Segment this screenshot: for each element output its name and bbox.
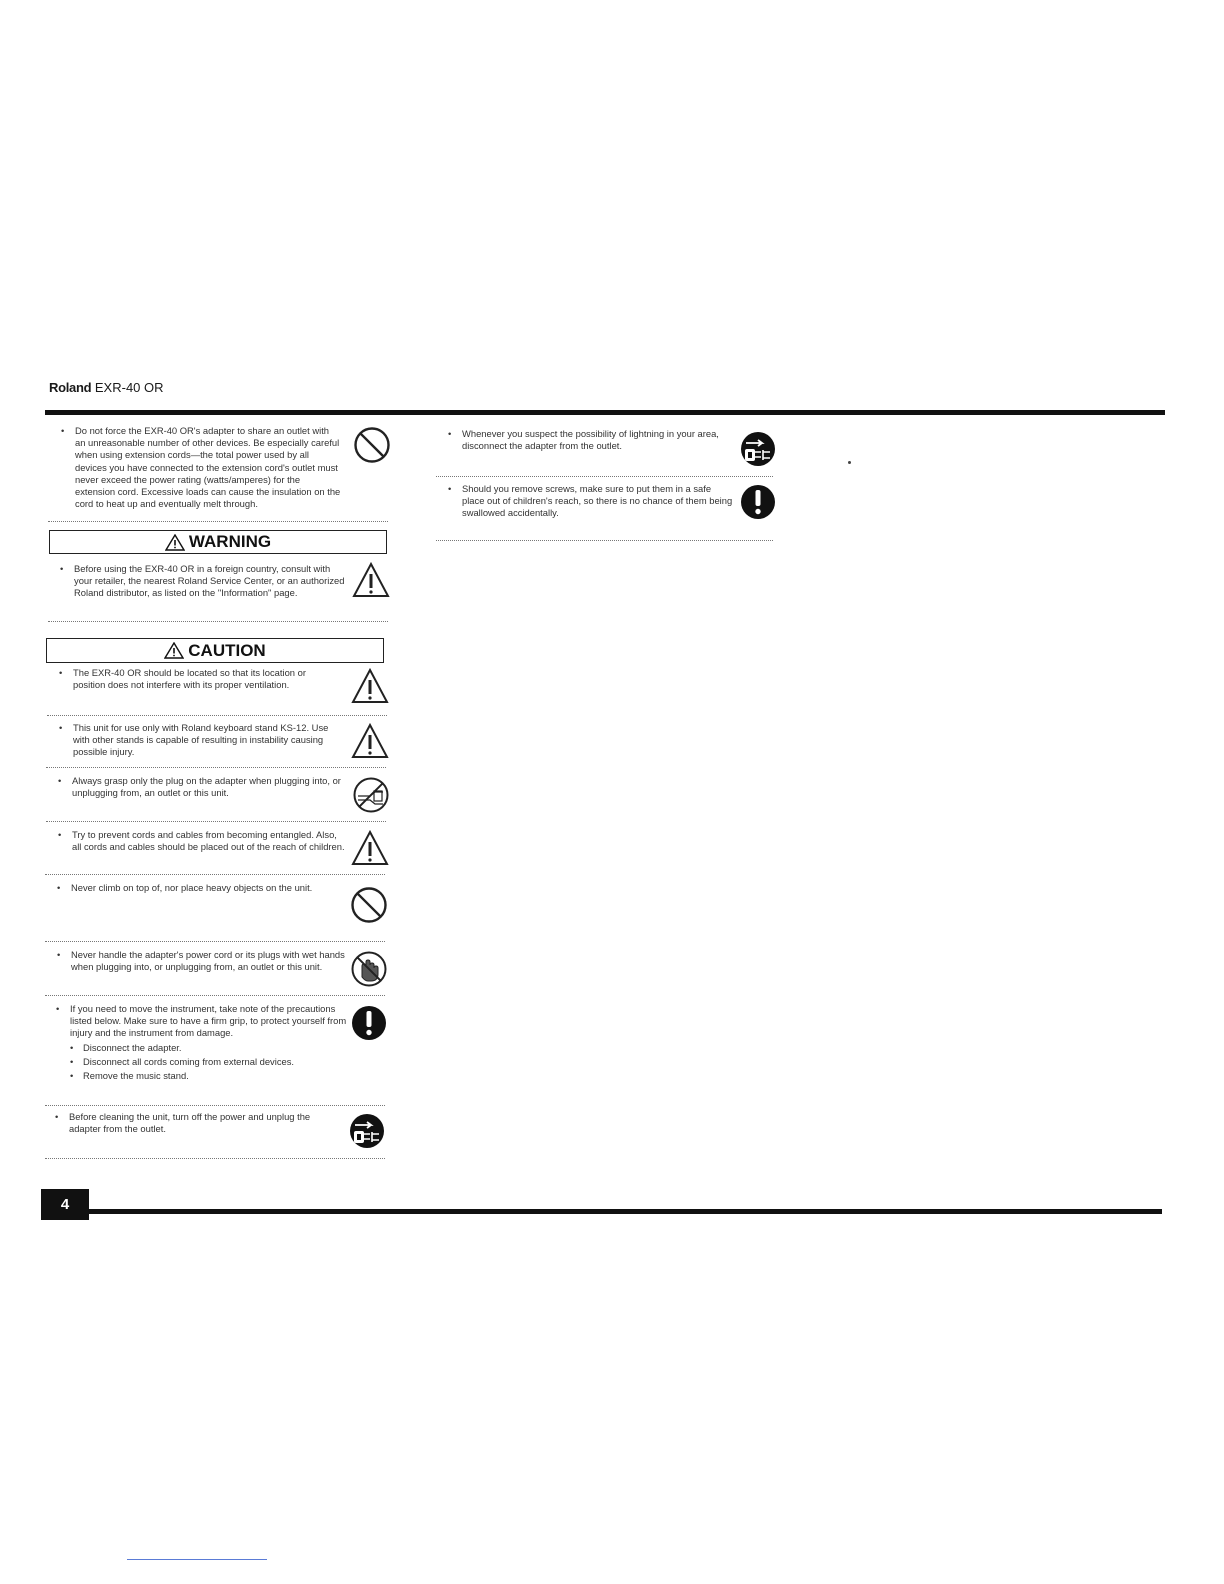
warning-triangle-icon bbox=[165, 534, 185, 551]
unplug-icon bbox=[740, 431, 776, 467]
divider bbox=[46, 767, 386, 768]
speck bbox=[848, 461, 851, 464]
sub-list-item: • Disconnect all cords coming from external devices. bbox=[70, 1055, 295, 1067]
caution-heading bbox=[46, 638, 384, 663]
sub-list-item: • Remove the music stand. bbox=[70, 1070, 189, 1082]
no-plug-pull-icon bbox=[352, 776, 390, 814]
warning-label: WARNING bbox=[188, 532, 272, 551]
divider bbox=[436, 540, 773, 541]
sub-list-item: • Disconnect the adapter. bbox=[70, 1041, 182, 1053]
item-text: Before using the EXR-40 OR in a foreign country, consult with your retailer, the nearest Roland Service Center, or an authorized Roland distributor, as listed on the "Information" page. bbox=[74, 563, 345, 599]
divider bbox=[46, 821, 386, 822]
list-item: • Do not force the EXR-40 OR's adapter to share an outlet with an unreasonable number of other devices. Be especially careful when using extension cords—the total power used by all devices you have connected to the extension cord's outlet must never exceed the power rating (watts/amperes) for the extension cord. Excessive loads can cause the insulation on the cord to heat up and eventually melt through. bbox=[61, 425, 341, 510]
page-header bbox=[49, 380, 164, 395]
caution-triangle-icon bbox=[351, 723, 389, 759]
divider bbox=[45, 1158, 385, 1159]
list-item: • If you need to move the instrument, take note of the precautions listed below. Make sure to have a firm grip, to protect yourself from injury and the instrument from damage. • Disconnect the adapter. • Disconnect all cords coming from external devices. • Remove the music stand. bbox=[56, 1003, 347, 1082]
sub-list bbox=[56, 1042, 348, 1083]
item-text: Try to prevent cords and cables from becoming entangled. Also, all cords and cables should be placed out of the reach of children. bbox=[72, 829, 345, 853]
list-item: • Before cleaning the unit, turn off the power and unplug the adapter from the outlet. bbox=[55, 1111, 335, 1135]
list-item: • This unit for use only with Roland keyboard stand KS-12. Use with other stands is capable of resulting in instability causing possible injury. bbox=[59, 722, 347, 759]
header-rule bbox=[45, 410, 1165, 415]
warning-heading bbox=[49, 530, 387, 554]
prohibit-icon bbox=[353, 426, 391, 464]
list-item: • Should you remove screws, make sure to put them in a safe place out of children's reach, so there is no chance of them being swallowed accidentally. bbox=[448, 483, 736, 520]
exclamation-icon bbox=[740, 484, 776, 520]
scan-line bbox=[127, 1559, 267, 1560]
list-item: • The EXR-40 OR should be located so that its location or position does not interfere with its proper ventilation. bbox=[59, 667, 339, 691]
caution-heading-triangle-icon bbox=[164, 642, 184, 659]
item-text: Always grasp only the plug on the adapter when plugging into, or unplugging from, an outlet or this unit. bbox=[72, 775, 341, 799]
caution-triangle-icon bbox=[351, 668, 389, 704]
list-item: • Before using the EXR-40 OR in a foreign country, consult with your retailer, the nearest Roland Service Center, or an authorized Roland distributor, as listed on the "Information" page. bbox=[60, 563, 348, 600]
item-text: Before cleaning the unit, turn off the power and unplug the adapter from the outlet. bbox=[69, 1111, 311, 1135]
divider bbox=[436, 476, 773, 477]
divider bbox=[45, 995, 385, 996]
divider bbox=[48, 521, 388, 522]
item-text: Never climb on top of, nor place heavy objects on the unit. bbox=[71, 882, 313, 893]
brand-name: Roland bbox=[49, 380, 92, 395]
item-text: Do not force the EXR-40 OR's adapter to share an outlet with an unreasonable number of other devices. Be especially careful when using extension cords—the total power used by all devices you have connected to the extension cord's outlet must never exceed the power rating (watts/amperes) for the extension cord. Excessive loads can cause the insulation on the cord to heat up and eventually melt through. bbox=[75, 425, 341, 510]
caution-triangle-icon bbox=[352, 562, 390, 598]
item-text: The EXR-40 OR should be located so that its location or position does not interfere with its proper ventilation. bbox=[73, 667, 306, 691]
list-item: • Try to prevent cords and cables from becoming entangled. Also, all cords and cables should be placed out of the reach of children. bbox=[58, 829, 348, 853]
item-text: If you need to move the instrument, take note of the precautions listed below. Make sure to have a firm grip, to protect yourself from injury and the instrument from damage. bbox=[70, 1003, 347, 1039]
divider bbox=[45, 1105, 385, 1106]
divider bbox=[45, 874, 385, 875]
page-number: 4 bbox=[41, 1189, 89, 1220]
caution-label: CAUTION bbox=[188, 640, 266, 660]
divider bbox=[45, 941, 385, 942]
list-item: • Never climb on top of, nor place heavy objects on the unit. bbox=[57, 882, 347, 894]
prohibit-icon bbox=[350, 886, 388, 924]
list-item: • Never handle the adapter's power cord or its plugs with wet hands when plugging into, or unplugging from, an outlet or this unit. bbox=[57, 949, 347, 973]
item-text: Never handle the adapter's power cord or its plugs with wet hands when plugging into, or unplugging from, an outlet or this unit. bbox=[71, 949, 345, 973]
divider bbox=[47, 715, 387, 716]
item-text: Should you remove screws, make sure to put them in a safe place out of children's reach, so there is no chance of them being swallowed accidentally. bbox=[462, 483, 733, 519]
exclamation-icon bbox=[351, 1005, 387, 1041]
divider bbox=[48, 621, 388, 622]
caution-triangle-icon bbox=[351, 830, 389, 866]
model-name: EXR-40 OR bbox=[94, 380, 164, 395]
item-text: This unit for use only with Roland keyboard stand KS-12. Use with other stands is capable of resulting in instability causing possible injury. bbox=[73, 722, 329, 758]
list-item: • Always grasp only the plug on the adapter when plugging into, or unplugging from, an outlet or this unit. bbox=[58, 775, 348, 799]
item-text: Whenever you suspect the possibility of lightning in your area, disconnect the adapter from the outlet. bbox=[462, 428, 719, 452]
footer-rule bbox=[86, 1209, 1162, 1214]
unplug-icon bbox=[349, 1113, 385, 1149]
list-item: • Whenever you suspect the possibility of lightning in your area, disconnect the adapter from the outlet. bbox=[448, 428, 736, 452]
no-wet-hands-icon bbox=[350, 950, 388, 988]
